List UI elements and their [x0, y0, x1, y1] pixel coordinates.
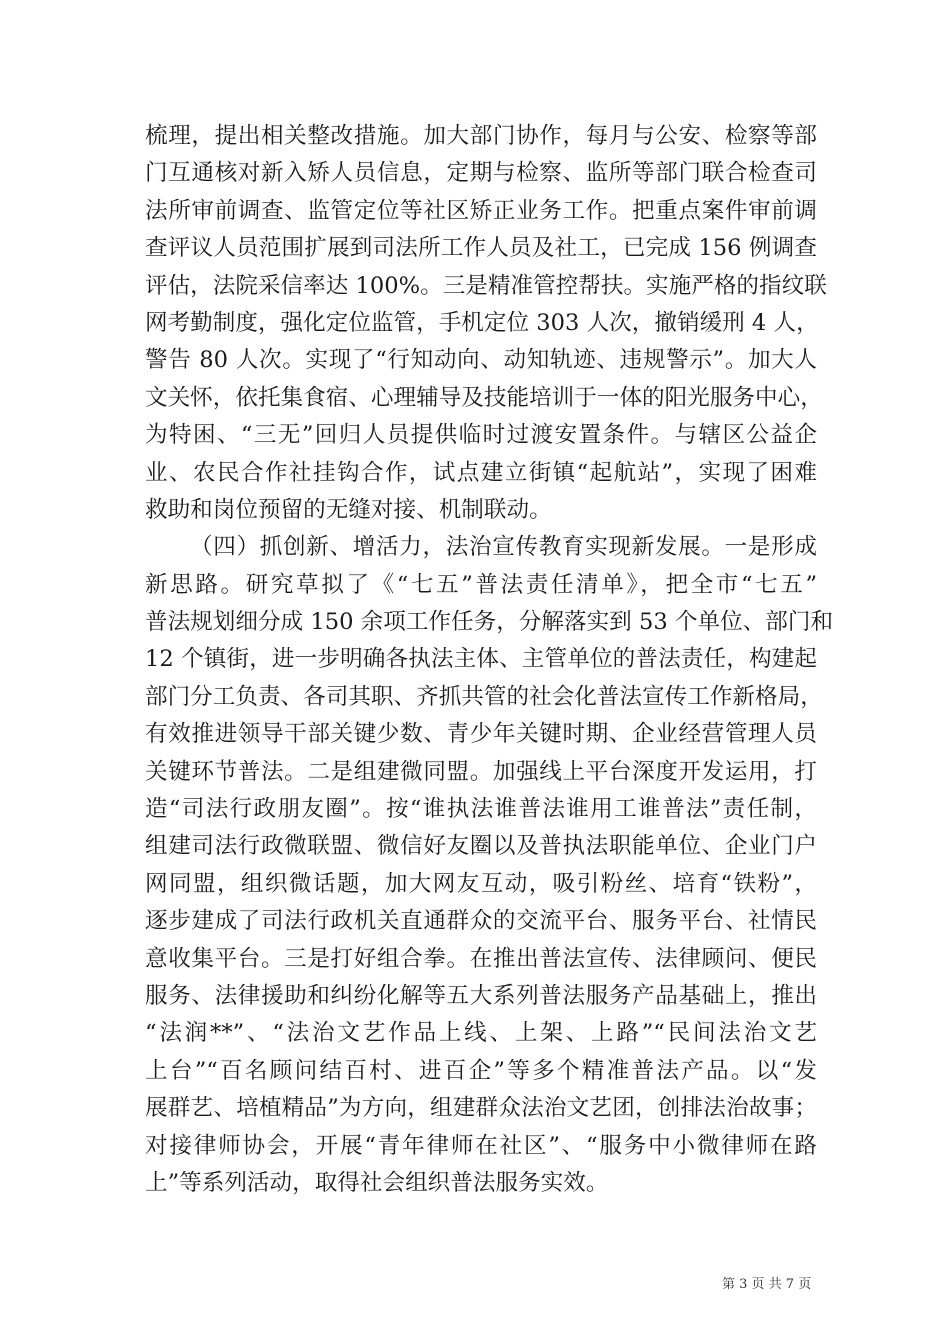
- text-line: 对接律师协会，开展“青年律师在社区”、“服务中小微律师在路: [145, 1132, 817, 1159]
- page-number: 第 3 页 共 7 页: [722, 1277, 812, 1292]
- text-line: 文关怀，依托集食宿、心理辅导及技能培训于一体的阳光服务中心，: [145, 384, 823, 411]
- text-line: 为特困、“三无”回归人员提供临时过渡安置条件。与辖区公益企: [145, 422, 817, 449]
- text-line: 服务、法律援助和纠纷化解等五大系列普法服务产品基础上，推出: [145, 982, 817, 1009]
- text-line: 普法规划细分成 150 余项工作任务，分解落实到 53 个单位、部门和: [145, 609, 834, 636]
- text-line: 上台”“百名顾问结百村、进百企”等多个精准普法产品。以“发: [145, 1057, 817, 1084]
- text-line: 法所审前调查、监管定位等社区矫正业务工作。把重点案件审前调: [145, 197, 817, 224]
- text-line: 逐步建成了司法行政机关直通群众的交流平台、服务平台、社情民: [145, 908, 817, 935]
- text-line: 评估，法院采信率达 100%。三是精准管控帮扶。实施严格的指纹联: [145, 272, 827, 299]
- text-line: “法润**”、“法治文艺作品上线、上架、上路”“民间法治文艺: [145, 1020, 817, 1047]
- text-line: 警告 80 人次。实现了“行知动向、动知轨迹、违规警示”。加大人: [145, 347, 817, 374]
- text-line: 网同盟，组织微话题，加大网友互动，吸引粉丝、培育“铁粉”，: [145, 870, 817, 897]
- text-line: 梳理，提出相关整改措施。加大部门协作，每月与公安、检察等部: [145, 123, 817, 149]
- text-line: 关键环节普法。二是组建微同盟。加强线上平台深度开发运用，打: [145, 758, 817, 785]
- text-line: 网考勤制度，强化定位监管，手机定位 303 人次，撤销缓刑 4 人，: [145, 309, 819, 336]
- text-line: 部门分工负责、各司其职、齐抓共管的社会化普法宣传工作新格局，: [145, 683, 823, 710]
- text-line: 组建司法行政微联盟、微信好友圈以及普执法职能单位、企业门户: [145, 833, 817, 860]
- text-line: 展群艺、培植精品”为方向，组建群众法治文艺团，创排法治故事；: [145, 1095, 817, 1122]
- text-line: 上”等系列活动，取得社会组织普法服务实效。: [145, 1169, 609, 1196]
- text-line: 12 个镇街，进一步明确各执法主体、主管单位的普法责任，构建起: [145, 646, 817, 673]
- text-line: 救助和岗位预留的无缝对接、机制联动。: [145, 496, 552, 523]
- body-text: [145, 118, 834, 1202]
- text-line: 意收集平台。三是打好组合拳。在推出普法宣传、法律顾问、便民: [145, 945, 817, 972]
- text-line: 业、农民合作社挂钩合作，试点建立街镇“起航站”，实现了困难: [145, 459, 817, 486]
- text-line: 新思路。研究草拟了《“七五”普法责任清单》，把全市“七五”: [145, 571, 817, 598]
- text-line: 查评议人员范围扩展到司法所工作人员及社工，已完成 156 例调查: [145, 235, 817, 262]
- text-line: 门互通核对新入矫人员信息，定期与检察、监所等部门联合检查司: [145, 160, 817, 187]
- text-line: 有效推进领导干部关键少数、青少年关键时期、企业经营管理人员: [145, 721, 817, 748]
- text-line: 造“司法行政朋友圈”。按“谁执法谁普法谁用工谁普法”责任制，: [145, 796, 817, 823]
- text-line: （四）抓创新、增活力，法治宣传教育实现新发展。一是形成: [190, 534, 817, 561]
